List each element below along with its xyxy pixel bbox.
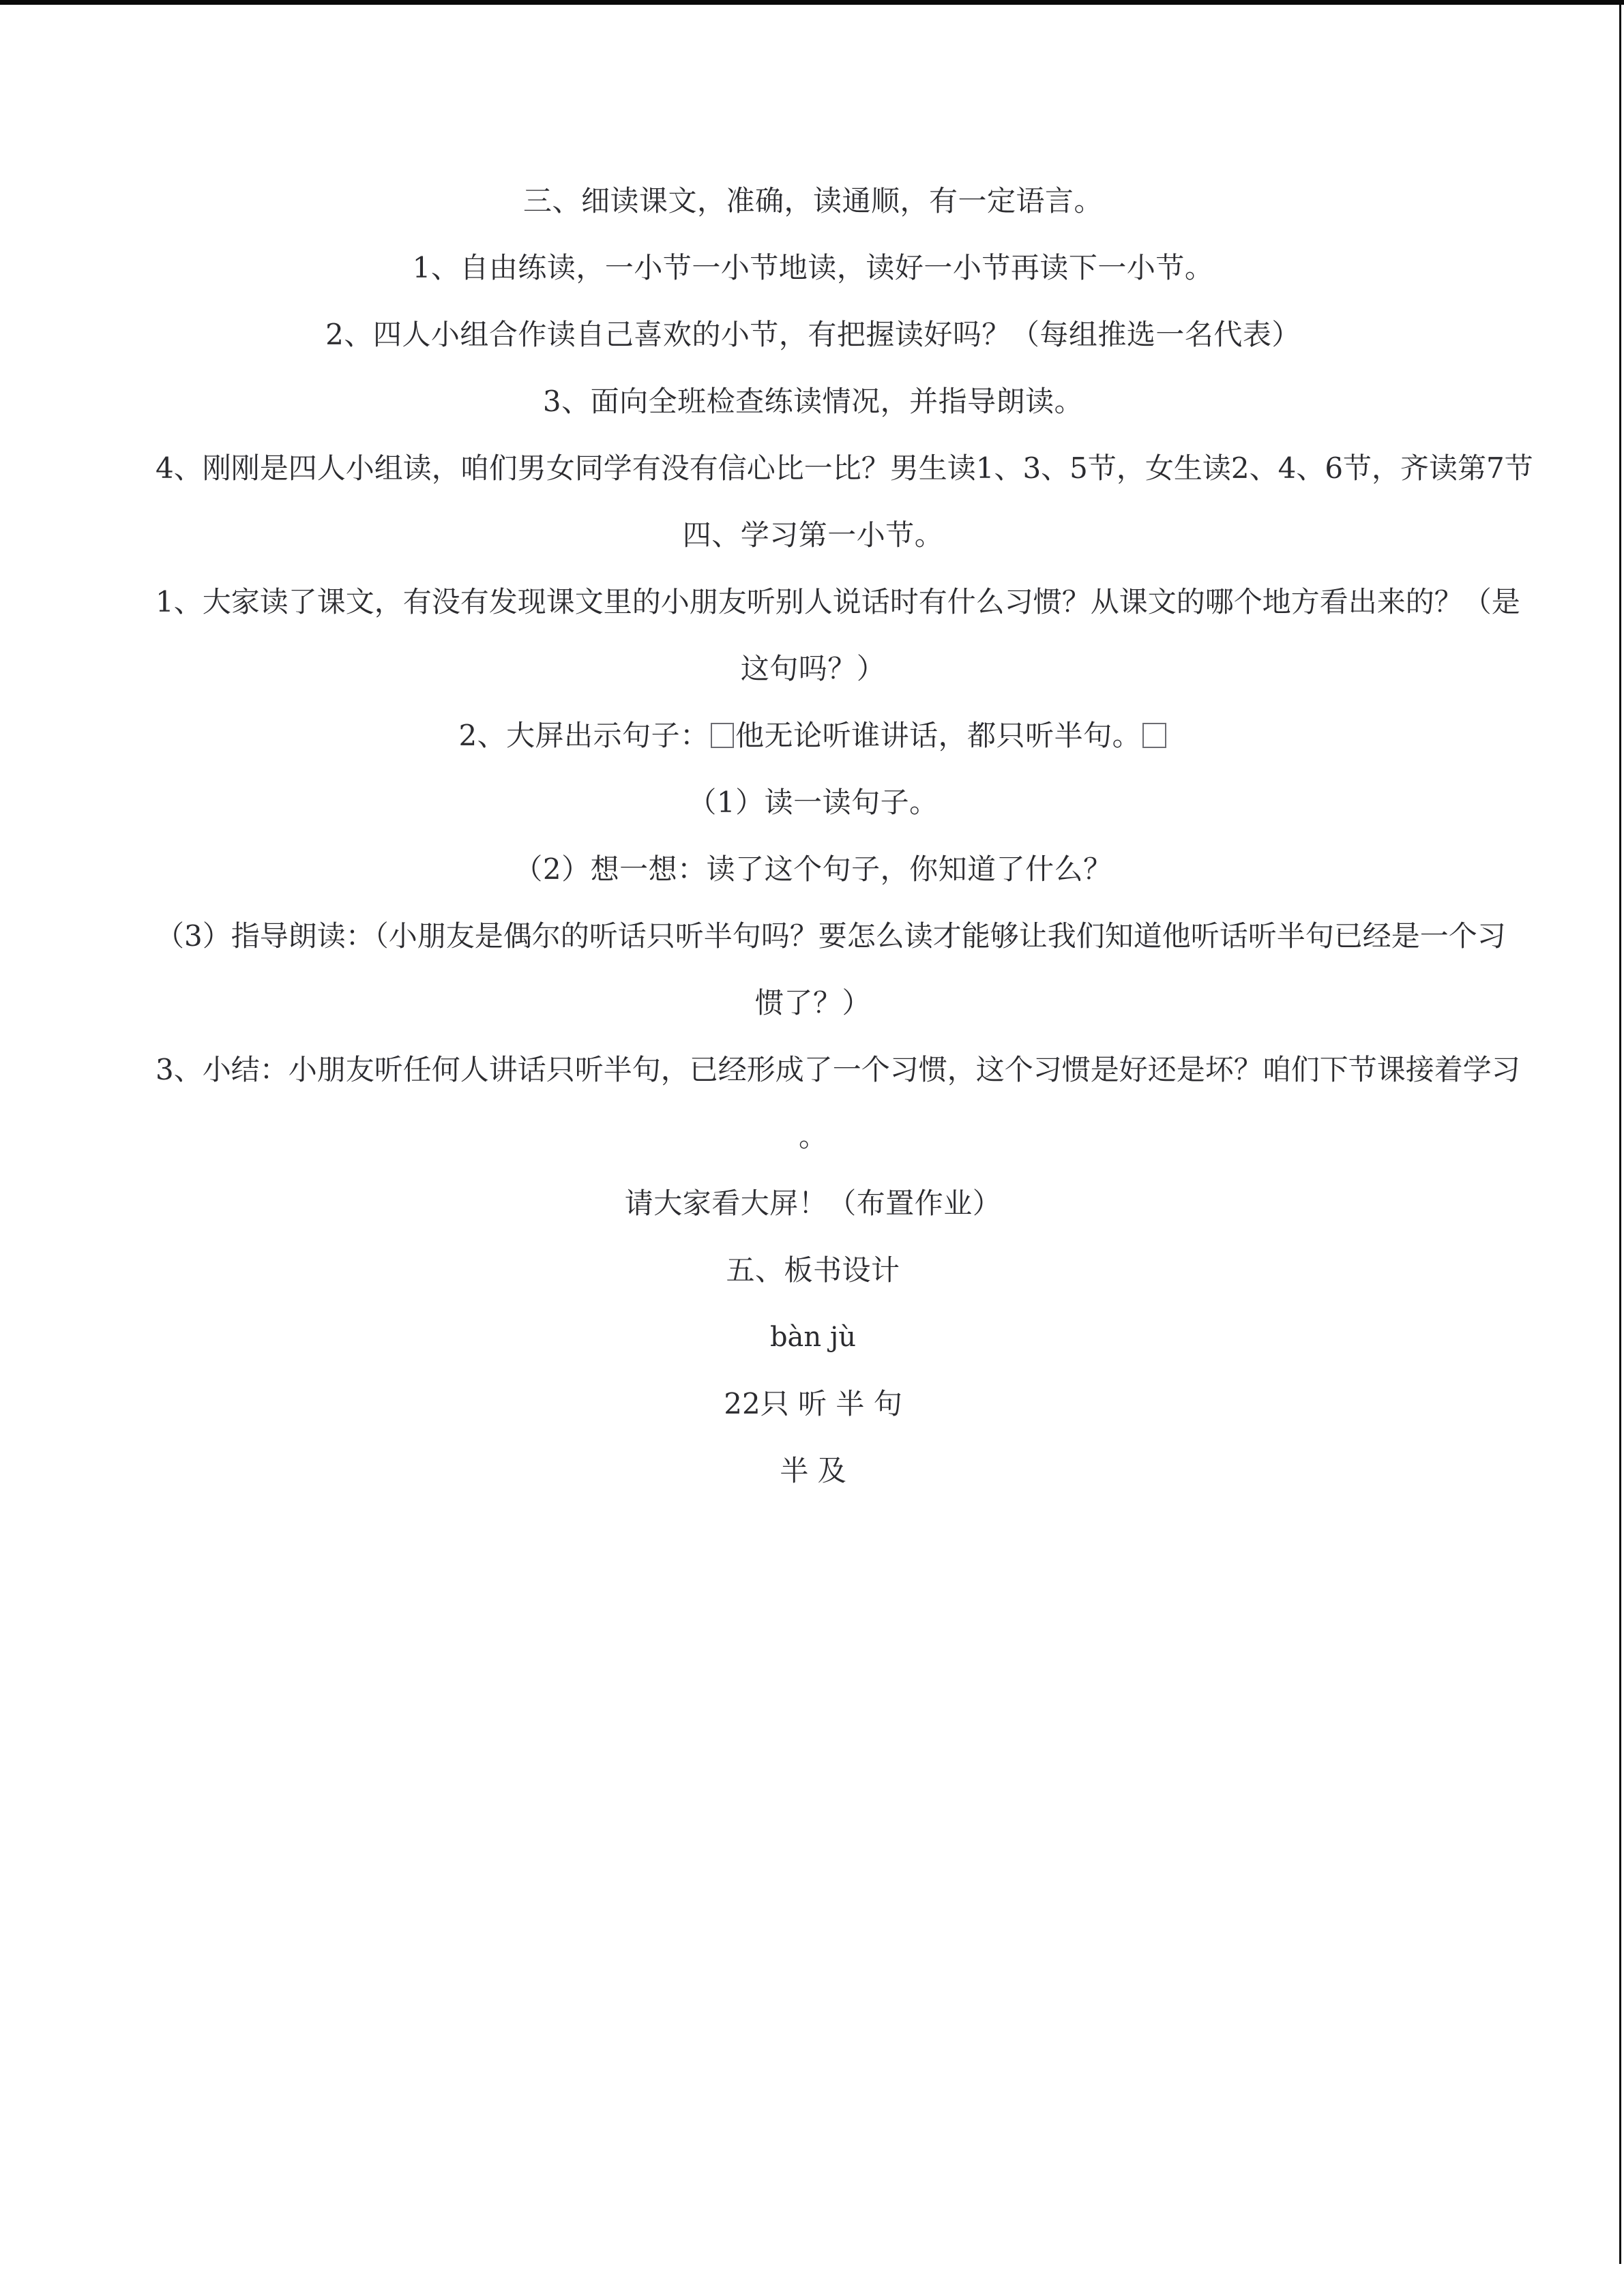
line-item-4-boys-girls-reading: 4、刚刚是四人小组读，咱们男女同学有没有信心比一比？男生读1、3、5节，女生读2、4、6节，齐读第7节 xyxy=(156,451,1533,485)
show-sentence-prefix: 2、大屏出示句子： xyxy=(458,719,709,752)
board-characters-row: 半 及 xyxy=(780,1454,846,1487)
line-sub-1-read-sentence: （1）读一读句子。 xyxy=(688,786,939,819)
board-title-row: 22只 听 半 句 xyxy=(724,1387,902,1420)
page-right-border-rule xyxy=(1619,5,1621,2264)
line-item-3-summary-part-a: 3、小结：小朋友听任何人讲话只听半句，已经形成了一个习惯，这个习惯是好还是坏？咱们下节课接着学习 xyxy=(156,1053,1520,1086)
heading-section-three: 三、细读课文，准确，读通顺，有一定语言。 xyxy=(522,184,1103,218)
page-top-edge-band xyxy=(0,0,1624,5)
heading-section-four: 四、学习第一小节。 xyxy=(682,518,944,552)
line-sub-2-think: （2）想一想：读了这个句子，你知道了什么？ xyxy=(514,852,1112,886)
heading-section-five-board-design: 五、板书设计 xyxy=(726,1253,900,1287)
line-item-2-group-reading: 2、四人小组合作读自己喜欢的小节，有把握读好吗？（每组推选一名代表） xyxy=(325,318,1301,351)
document-text-body xyxy=(156,168,1533,1504)
line-item-1-question-part-b: 这句吗？） xyxy=(740,652,886,685)
line-item-2-show-sentence xyxy=(156,702,1471,769)
quoted-sentence: 他无论听谁讲话，都只听半句。 xyxy=(735,719,1142,752)
missing-glyph-close-quote-icon xyxy=(1142,723,1166,748)
line-item-1-question-part-a: 1、大家读了课文，有没有发现课文里的小朋友听别人说话时有什么习惯？从课文的哪个地方看出来的？（是 xyxy=(156,585,1520,618)
line-homework-notice: 请大家看大屏！（布置作业） xyxy=(624,1187,1002,1220)
line-item-3-summary-trailing-period: 。 xyxy=(798,1120,827,1153)
board-pinyin-row: bàn jù xyxy=(769,1322,857,1353)
line-sub-3-guided-reading-part-a: （3）指导朗读：（小朋友是偶尔的听话只听半句吗？要怎么读才能够让我们知道他听话听半句已经是一个习 xyxy=(156,919,1506,953)
line-item-1-free-practice: 1、自由练读，一小节一小节地读，读好一小节再读下一小节。 xyxy=(412,251,1214,284)
missing-glyph-open-quote-icon xyxy=(711,723,734,748)
line-item-3-class-check: 3、面向全班检查练读情况，并指导朗读。 xyxy=(542,385,1084,418)
line-sub-3-guided-reading-part-b: 惯了？） xyxy=(754,986,871,1019)
